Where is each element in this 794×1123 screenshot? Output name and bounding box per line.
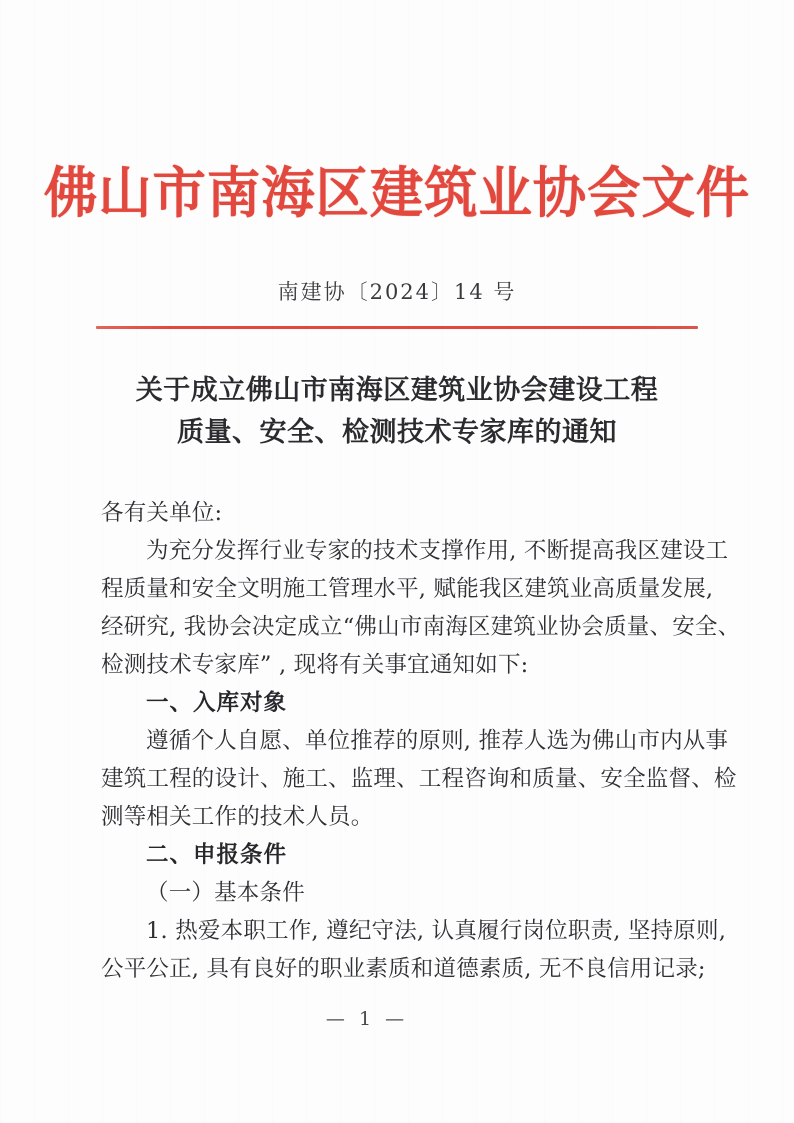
document-body bbox=[101, 494, 741, 988]
section-2-heading: 二、申报条件 bbox=[146, 842, 288, 868]
document-number: 南建协〔2024〕14 号 bbox=[277, 280, 517, 304]
salutation: 各有关单位: bbox=[101, 500, 223, 526]
red-divider-rule bbox=[96, 326, 698, 329]
section-1-paragraph-line-3: 测等相关工作的技术人员。 bbox=[101, 804, 374, 830]
section-1-heading: 一、入库对象 bbox=[146, 690, 288, 716]
section-2-item-1-line-1: 1. 热爱本职工作, 遵纪守法, 认真履行岗位职责, 坚持原则, bbox=[146, 918, 727, 944]
page-title-line-2: 质量、安全、检测技术专家库的通知 bbox=[177, 417, 617, 448]
page-number-footer: — 1 — bbox=[325, 1008, 409, 1030]
section-2-subheading: （一）基本条件 bbox=[146, 880, 305, 906]
paragraph-1-line-2: 程质量和安全文明施工管理水平, 赋能我区建筑业高质量发展, bbox=[101, 576, 714, 602]
page-title-line-1: 关于成立佛山市南海区建筑业协会建设工程 bbox=[135, 375, 659, 406]
section-1-paragraph-line-1: 遵循个人自愿、单位推荐的原则, 推荐人选为佛山市内从事 bbox=[146, 728, 729, 754]
section-1-paragraph-line-2: 建筑工程的设计、施工、监理、工程咨询和质量、安全监督、检 bbox=[101, 766, 737, 792]
masthead bbox=[0, 163, 794, 225]
paragraph-1-line-3: 经研究, 我协会决定成立“佛山市南海区建筑业协会质量、安全、 bbox=[101, 614, 741, 640]
page-title bbox=[97, 370, 697, 454]
section-2-item-1-line-2: 公平公正, 具有良好的职业素质和道德素质, 无不良信用记录; bbox=[101, 956, 706, 982]
paragraph-1-line-1: 为充分发挥行业专家的技术支撑作用, 不断提高我区建设工 bbox=[146, 538, 729, 564]
paragraph-1-line-4: 检测技术专家库” , 现将有关事宜通知如下: bbox=[101, 652, 529, 678]
masthead-title: 佛山市南海区建筑业协会文件 bbox=[43, 161, 751, 225]
